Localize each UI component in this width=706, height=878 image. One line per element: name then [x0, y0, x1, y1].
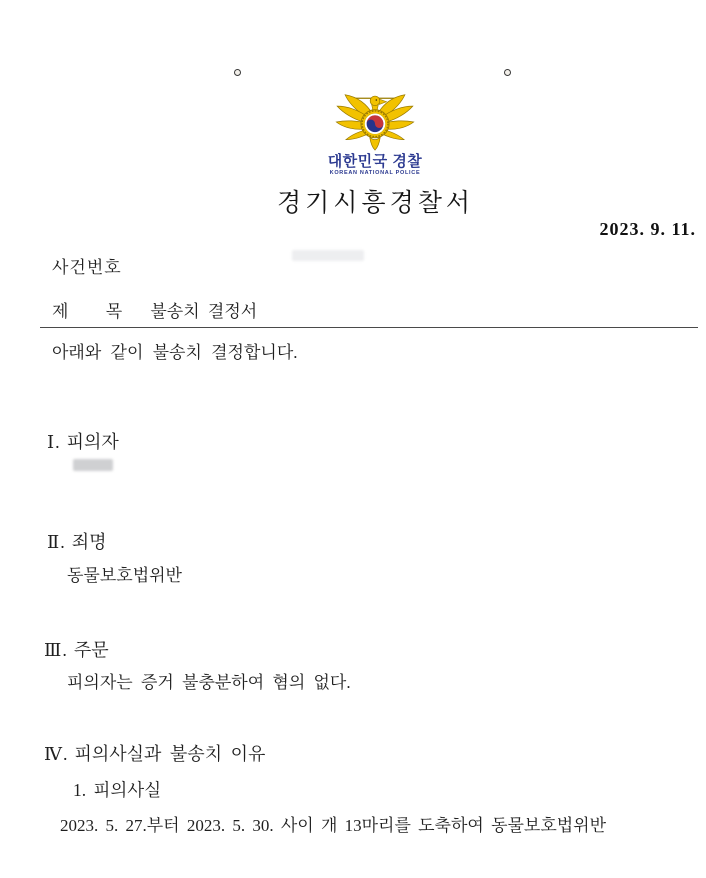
- title-label-left: 제: [52, 302, 69, 321]
- police-eagle-icon: [331, 92, 419, 152]
- header-divider-line: [40, 327, 698, 328]
- subsection-1-numeral: 1.: [73, 780, 87, 800]
- section-2-title: 죄명: [71, 532, 107, 552]
- station-title: 경기시흥경찰서: [276, 190, 475, 217]
- offense-name: 동물보호법위반: [67, 566, 182, 585]
- subsection-1-facts: [73, 777, 161, 802]
- section-3-numeral: Ⅲ.: [44, 640, 68, 660]
- facts-statement: 2023. 5. 27.부터 2023. 5. 30. 사이 개 13마리를 도축하여 동물보호법위반: [60, 816, 607, 835]
- section-3-title: 주문: [73, 640, 109, 660]
- title-label-right: 목: [105, 302, 123, 321]
- emblem-org-english: KOREAN NATIONAL POLICE: [329, 170, 421, 176]
- section-4-title: 피의사실과 불송치 이유: [74, 744, 266, 764]
- section-1-numeral: Ⅰ.: [47, 432, 61, 452]
- section-4-numeral: Ⅳ.: [44, 744, 69, 764]
- document-date: 2023. 9. 11.: [599, 219, 696, 239]
- document-title-row: [52, 297, 257, 322]
- binding-dot-right: [504, 69, 511, 76]
- section-2-numeral: Ⅱ.: [47, 532, 66, 552]
- document-title-value: 불송치 결정서: [150, 302, 258, 321]
- section-4-facts-and-reason: [44, 740, 265, 766]
- case-number-label: 사건번호: [52, 258, 122, 277]
- suspect-name-redaction: [73, 459, 113, 471]
- section-3-order: [44, 636, 109, 662]
- binding-dot-left: [234, 69, 241, 76]
- section-1-suspect: [47, 428, 119, 454]
- section-2-offense: [47, 528, 107, 554]
- case-number-redaction: [292, 250, 364, 261]
- section-1-title: 피의자: [66, 432, 119, 452]
- emblem-org-korean: 대한민국 경찰: [327, 153, 423, 170]
- intro-statement: 아래와 같이 불송치 결정합니다.: [52, 343, 298, 362]
- knp-emblem: [323, 92, 427, 177]
- subsection-1-title: 피의사실: [93, 780, 162, 800]
- order-statement: 피의자는 증거 불충분하여 혐의 없다.: [67, 673, 351, 692]
